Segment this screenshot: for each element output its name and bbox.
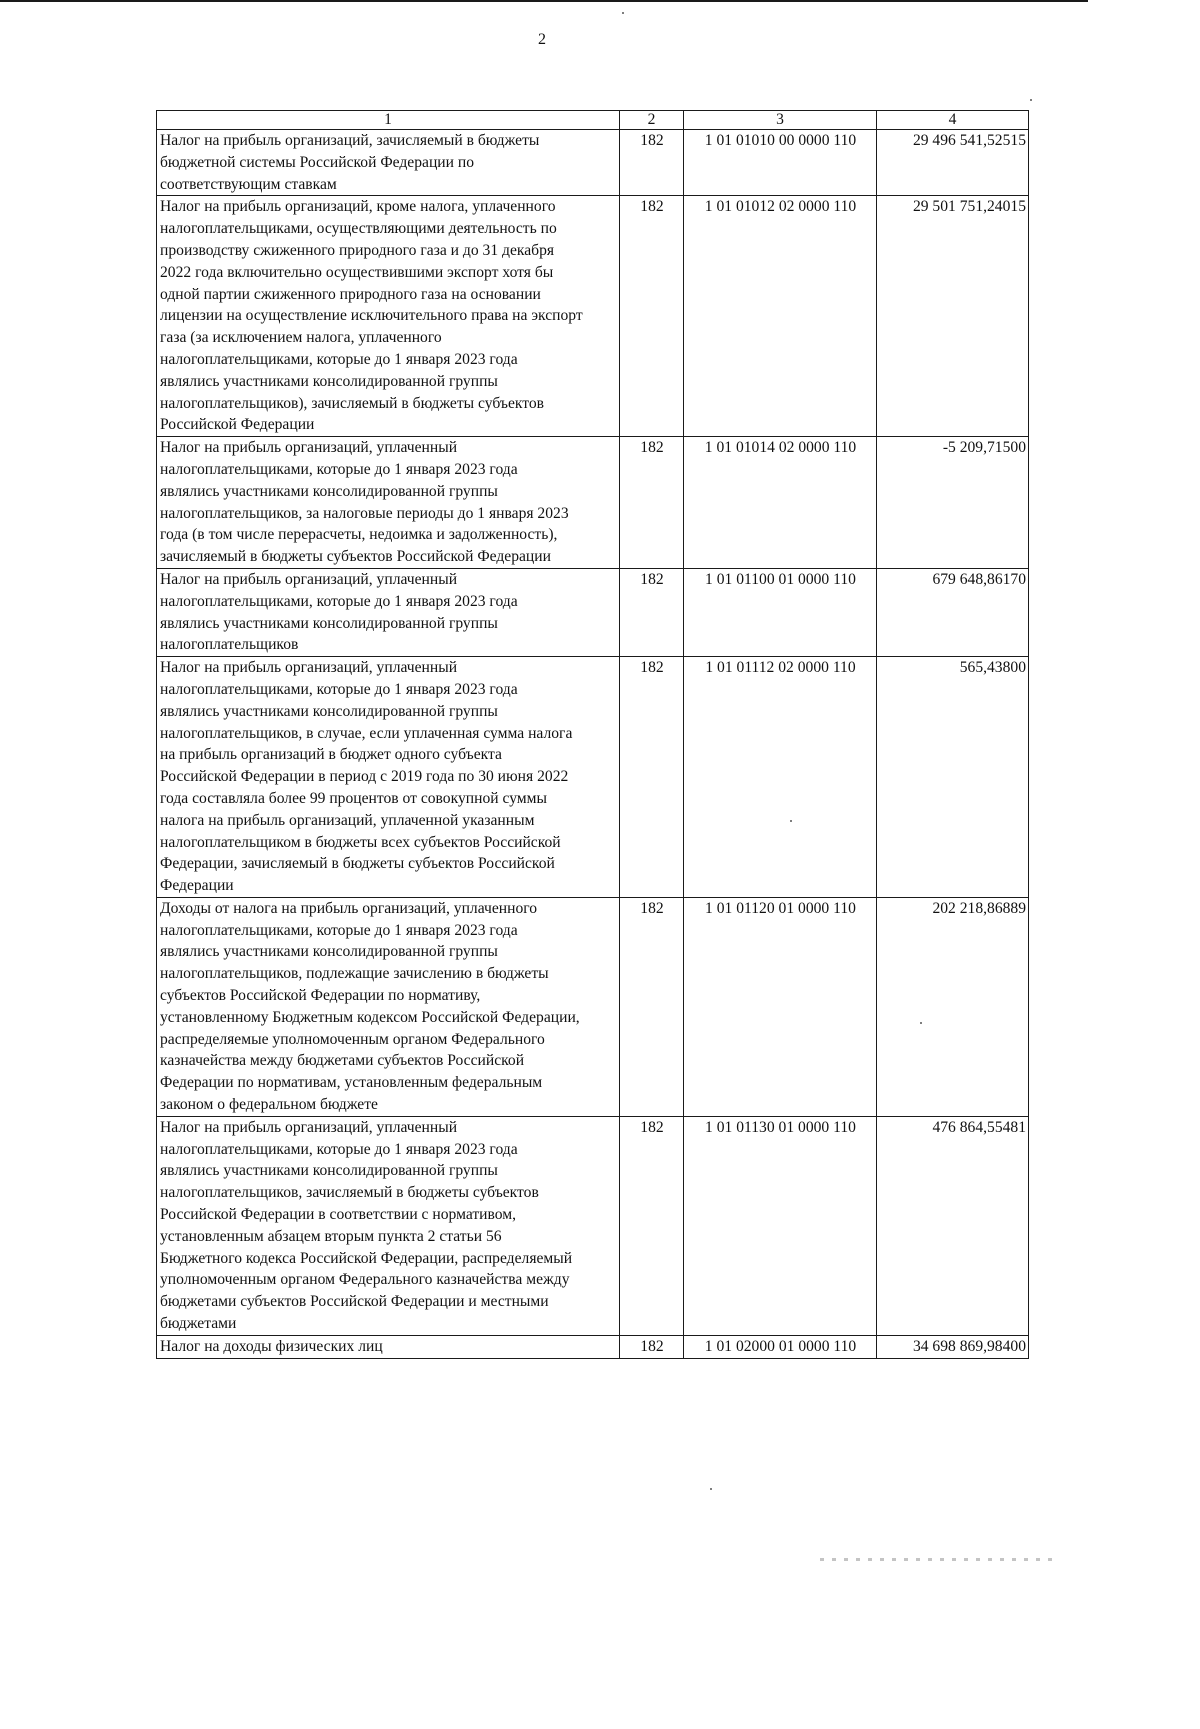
row-name: Налог на прибыль организаций, зачисляемый в бюджеты бюджетной системы Российской Федерации по соответствующим ставкам bbox=[160, 132, 540, 193]
row-name: Налог на доходы физических лиц bbox=[160, 1337, 383, 1355]
row-name: Налог на прибыль организаций, кроме налога, уплаченного налогоплательщиками, осуществляющими деятельность по производству сжиженного природного газа и до 31 декабря 2022 года включительно осуществившими экспорт хотя бы одной партии сжиженного природного газа на основании лицензии на осуществление исключительного права на экспорт газа (за исключением налога, уплаченного налогоплательщиками, которые до 1 января 2023 года являлись участниками консолидированной группы налогоплательщиков), зачисляемый в бюджеты субъектов Российской Федерации bbox=[160, 198, 583, 434]
row-admin-code: 182 bbox=[620, 1116, 684, 1335]
table-row bbox=[157, 130, 1029, 196]
table-header-row bbox=[157, 111, 1029, 130]
row-budget-code: 1 01 01120 01 0000 110 bbox=[684, 897, 877, 1116]
row-sum: 202 218,86889 bbox=[877, 897, 1029, 1116]
row-name: Налог на прибыль организаций, уплаченный налогоплательщиками, которые до 1 января 2023 года являлись участниками консолидированной группы налогоплательщиков, за налоговые периоды до 1 января 2023 года (в том числе перерасчеты, недоимка и задолженность), зачисляемый в бюджеты субъектов Российской Федерации bbox=[160, 439, 569, 566]
page-top-border bbox=[0, 0, 1088, 2]
table-row bbox=[157, 1116, 1029, 1335]
row-sum: 29 496 541,52515 bbox=[877, 130, 1029, 196]
row-budget-code: 1 01 01010 00 0000 110 bbox=[684, 130, 877, 196]
row-budget-code: 1 01 01130 01 0000 110 bbox=[684, 1116, 877, 1335]
row-name: Налог на прибыль организаций, уплаченный налогоплательщиками, которые до 1 января 2023 года являлись участниками консолидированной группы налогоплательщиков, в случае, если уплаченная сумма налога на прибыль организаций в бюджет одного субъекта Российской Федерации в период с 2019 года по 30 июня 2022 года составляла более 99 процентов от совокупной суммы налога на прибыль организаций, уплаченной указанным налогоплательщиком в бюджеты всех субъектов Российской Федерации, зачисляемый в бюджеты субъектов Российской Федерации bbox=[160, 659, 573, 895]
scan-noise-strip bbox=[820, 1558, 1060, 1561]
row-budget-code: 1 01 01014 02 0000 110 bbox=[684, 437, 877, 569]
row-name: Налог на прибыль организаций, уплаченный налогоплательщиками, которые до 1 января 2023 года являлись участниками консолидированной группы налогоплательщиков bbox=[160, 570, 518, 654]
row-budget-code: 1 01 01112 02 0000 110 bbox=[684, 657, 877, 898]
row-name-cell bbox=[157, 897, 620, 1116]
row-sum: -5 209,71500 bbox=[877, 437, 1029, 569]
row-sum: 679 648,86170 bbox=[877, 568, 1029, 656]
scan-speck bbox=[710, 1488, 712, 1490]
row-budget-code: 1 01 01100 01 0000 110 bbox=[684, 568, 877, 656]
column-header-sum: 4 bbox=[877, 111, 1029, 130]
row-name: Налог на прибыль организаций, уплаченный налогоплательщиками, которые до 1 января 2023 года являлись участниками консолидированной группы налогоплательщиков, зачисляемый в бюджеты субъектов Российской Федерации в соответствии с нормативом, установленным абзацем вторым пункта 2 статьи 56 Бюджетного кодекса Российской Федерации, распределяемый уполномоченным органом Федерального казначейства между бюджетами субъектов Российской Федерации и местными бюджетами bbox=[160, 1118, 573, 1333]
revenue-table bbox=[156, 110, 1029, 1359]
row-admin-code: 182 bbox=[620, 657, 684, 898]
column-header-admin: 2 bbox=[620, 111, 684, 130]
table-row bbox=[157, 657, 1029, 898]
row-sum: 34 698 869,98400 bbox=[877, 1335, 1029, 1358]
row-name-cell bbox=[157, 1116, 620, 1335]
row-name-cell bbox=[157, 196, 620, 437]
row-budget-code: 1 01 01012 02 0000 110 bbox=[684, 196, 877, 437]
row-admin-code: 182 bbox=[620, 437, 684, 569]
scan-speck bbox=[1030, 99, 1032, 101]
row-admin-code: 182 bbox=[620, 130, 684, 196]
row-name-cell bbox=[157, 1335, 620, 1358]
scan-speck bbox=[622, 12, 624, 14]
table-row bbox=[157, 196, 1029, 437]
row-sum: 476 864,55481 bbox=[877, 1116, 1029, 1335]
table-row bbox=[157, 1335, 1029, 1358]
row-sum: 29 501 751,24015 bbox=[877, 196, 1029, 437]
table-row bbox=[157, 897, 1029, 1116]
row-name-cell bbox=[157, 437, 620, 569]
row-name-cell bbox=[157, 568, 620, 656]
row-name-cell bbox=[157, 657, 620, 898]
column-header-code: 3 bbox=[684, 111, 877, 130]
row-admin-code: 182 bbox=[620, 196, 684, 437]
row-admin-code: 182 bbox=[620, 568, 684, 656]
row-admin-code: 182 bbox=[620, 897, 684, 1116]
row-sum: 565,43800 bbox=[877, 657, 1029, 898]
row-name-cell bbox=[157, 130, 620, 196]
column-header-name: 1 bbox=[157, 111, 620, 130]
row-admin-code: 182 bbox=[620, 1335, 684, 1358]
page-number: 2 bbox=[538, 31, 546, 48]
table-row bbox=[157, 437, 1029, 569]
table-row bbox=[157, 568, 1029, 656]
row-budget-code: 1 01 02000 01 0000 110 bbox=[684, 1335, 877, 1358]
row-name: Доходы от налога на прибыль организаций, уплаченного налогоплательщиками, которые до 1 января 2023 года являлись участниками консолидированной группы налогоплательщиков, подлежащие зачислению в бюджеты субъектов Российской Федерации по нормативу, установленному Бюджетным кодексом Российской Федерации, распределяемые уполномоченным органом Федерального казначейства между бюджетами субъектов Российской Федерации по нормативам, установленным федеральным законом о федеральном бюджете bbox=[160, 899, 580, 1114]
